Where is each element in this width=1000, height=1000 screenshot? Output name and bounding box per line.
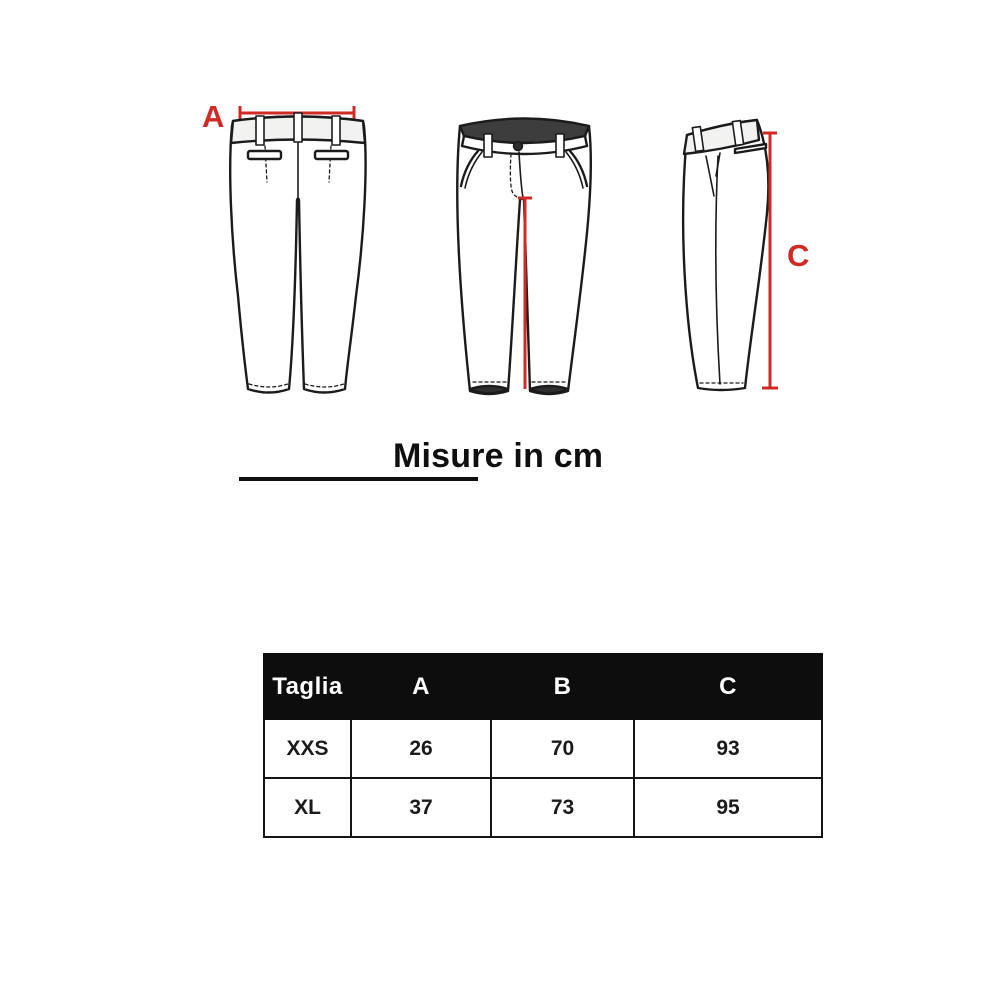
table-row-xl (264, 778, 822, 837)
cell-c: 93 (634, 719, 822, 778)
size-table (263, 653, 823, 838)
measure-label-a: A (202, 99, 225, 134)
pants-side-view-drawing (650, 98, 820, 398)
header-row (264, 654, 822, 719)
col-header-c: C (634, 654, 822, 719)
title-underline (239, 477, 478, 481)
size-table-body (264, 719, 822, 837)
col-header-a: A (351, 654, 491, 719)
pants-side-silhouette (683, 120, 768, 390)
pants-back-view-drawing (218, 96, 378, 406)
size-table-header (264, 654, 822, 719)
table-row-xxs (264, 719, 822, 778)
cell-a: 26 (351, 719, 491, 778)
waist-button (514, 142, 523, 151)
front-hem-left (470, 386, 508, 394)
cell-b: 70 (491, 719, 634, 778)
cell-a: 37 (351, 778, 491, 837)
page-title: Misure in cm (393, 437, 604, 475)
cell-size: XXS (264, 719, 351, 778)
back-pocket-right (315, 151, 348, 159)
measure-label-c: C (787, 238, 810, 273)
cell-size: XL (264, 778, 351, 837)
back-pocket-left (248, 151, 281, 159)
front-hem-right (530, 386, 568, 394)
cell-b: 73 (491, 778, 634, 837)
col-header-taglia: Taglia (264, 654, 351, 719)
cell-c: 95 (634, 778, 822, 837)
pants-front-view-drawing (448, 98, 603, 398)
col-header-b: B (491, 654, 634, 719)
